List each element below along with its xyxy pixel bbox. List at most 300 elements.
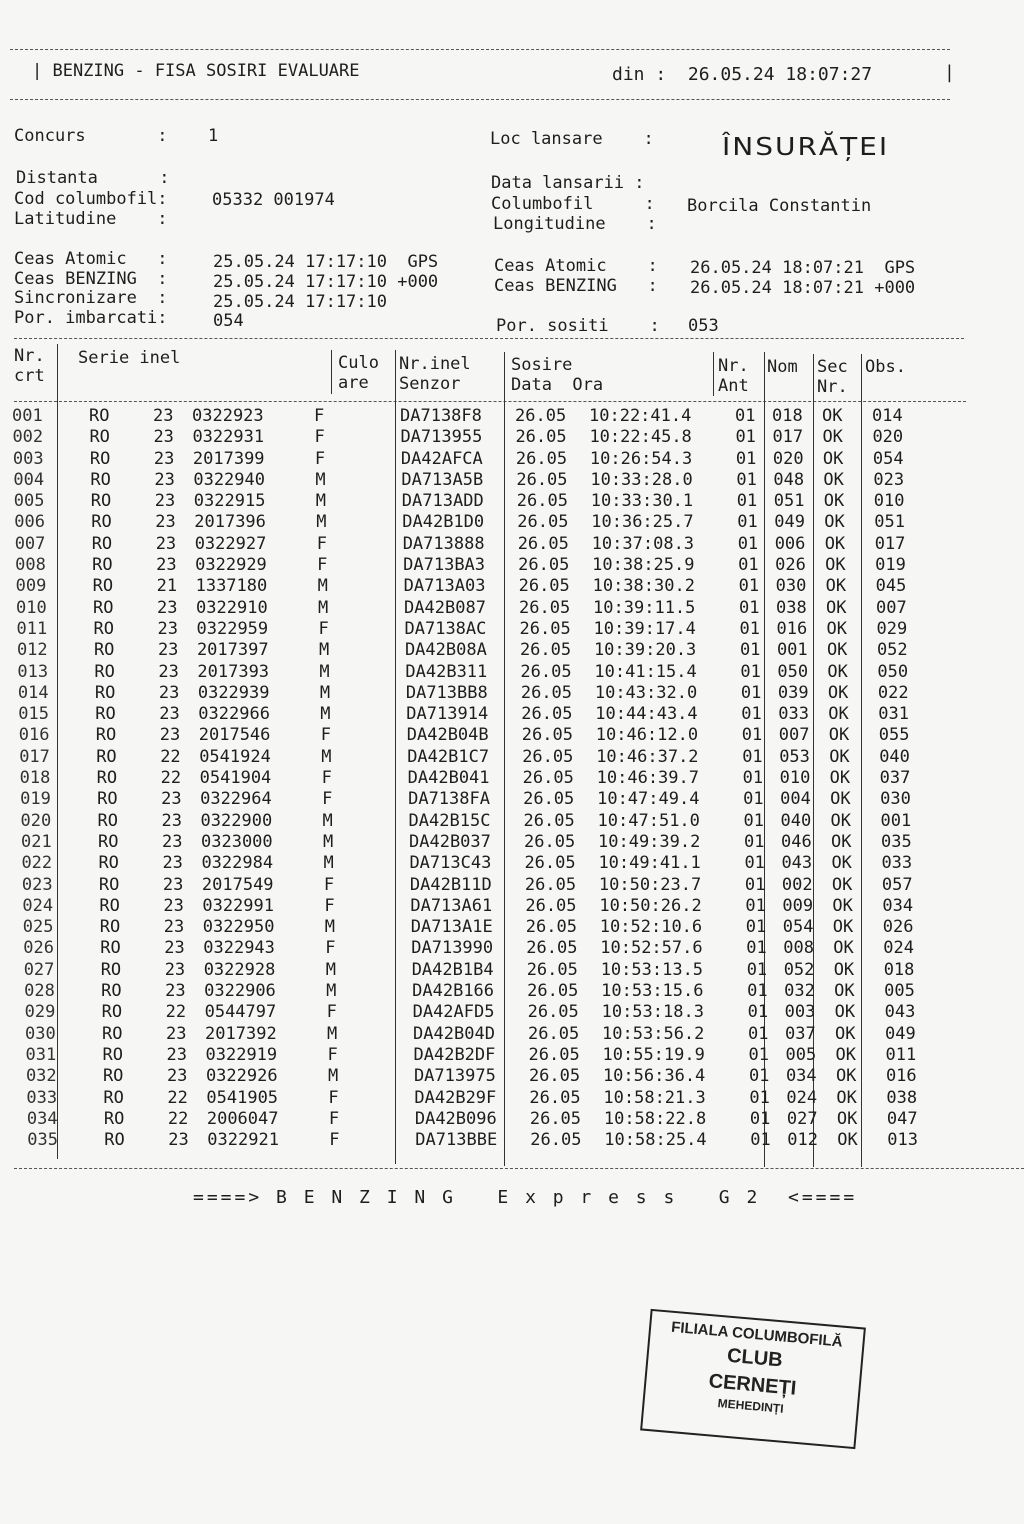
row-date: 26.05 xyxy=(519,597,571,618)
row-sec: OK xyxy=(823,469,844,490)
col-sosire: Sosire Data Ora xyxy=(511,355,604,395)
row-year: 22 xyxy=(167,1108,189,1129)
row-sex: M xyxy=(324,917,336,938)
row-nom: 017 xyxy=(772,427,804,448)
row-date: 26.05 xyxy=(527,1002,579,1023)
row-antenna: 01 xyxy=(744,874,766,895)
row-sex: M xyxy=(322,810,333,831)
row-nom: 043 xyxy=(781,853,813,874)
row-time: 10:58:21.3 xyxy=(603,1087,706,1108)
row-time: 10:47:51.0 xyxy=(597,810,700,831)
row-time: 10:39:20.3 xyxy=(593,640,697,661)
row-nom: 012 xyxy=(787,1130,819,1151)
row-sensor: DA42B08A xyxy=(404,640,487,661)
row-nom: 009 xyxy=(782,895,814,916)
row-obs: 016 xyxy=(885,1066,917,1087)
row-antenna: 01 xyxy=(738,576,760,597)
row-obs: 034 xyxy=(882,895,914,916)
row-sex: M xyxy=(321,746,332,767)
row-obs: 020 xyxy=(872,427,904,448)
report-title: | BENZING - FISA SOSIRI EVALUARE xyxy=(32,61,360,81)
row-nom: 010 xyxy=(779,768,811,789)
row-sensor: DA42B096 xyxy=(414,1108,497,1129)
row-obs: 018 xyxy=(883,959,915,980)
row-sec: OK xyxy=(830,789,851,810)
row-nr: 019 xyxy=(20,789,51,810)
row-sensor: DA713A1E xyxy=(410,917,493,938)
row-year: 23 xyxy=(162,874,184,895)
row-time: 10:53:15.6 xyxy=(601,981,704,1002)
row-country: RO xyxy=(97,789,118,810)
row-ring: 0322921 xyxy=(207,1130,279,1151)
row-nr: 028 xyxy=(24,981,55,1002)
ceas-atomic-arrival-label: Ceas Atomic : xyxy=(494,256,658,276)
row-sec: OK xyxy=(828,704,849,725)
row-sex: M xyxy=(320,704,331,725)
row-country: RO xyxy=(103,1108,125,1129)
row-year: 23 xyxy=(153,406,174,426)
row-obs: 013 xyxy=(887,1130,919,1151)
row-sex: F xyxy=(329,1130,340,1151)
row-sec: OK xyxy=(835,1023,856,1044)
row-ring: 0322923 xyxy=(192,406,264,426)
row-sec: OK xyxy=(834,1002,856,1023)
row-sex: F xyxy=(328,1087,339,1108)
row-antenna: 01 xyxy=(746,959,768,980)
row-sex: F xyxy=(314,448,326,469)
row-sensor: DA713BB8 xyxy=(405,682,488,703)
row-nom: 034 xyxy=(785,1066,817,1087)
sincronizare-value: 25.05.24 17:17:10 xyxy=(213,292,387,312)
row-time: 10:39:17.4 xyxy=(593,618,696,639)
row-date: 26.05 xyxy=(526,959,578,980)
row-time: 10:41:15.4 xyxy=(594,661,697,682)
row-date: 26.05 xyxy=(523,789,575,810)
por-sositi-value: 053 xyxy=(688,316,719,336)
row-year: 23 xyxy=(164,959,186,980)
row-nom: 020 xyxy=(772,448,804,469)
row-nom: 033 xyxy=(778,704,810,725)
table-row xyxy=(22,875,982,896)
row-nr: 026 xyxy=(23,938,54,959)
row-date: 26.05 xyxy=(528,1044,580,1065)
row-year: 22 xyxy=(165,1002,187,1023)
row-year: 23 xyxy=(154,491,176,512)
row-date: 26.05 xyxy=(522,746,574,767)
row-date: 26.05 xyxy=(519,640,572,661)
row-nom: 002 xyxy=(781,874,813,895)
row-date: 26.05 xyxy=(522,768,574,789)
table-row xyxy=(16,598,976,619)
row-country: RO xyxy=(103,1087,124,1108)
row-country: RO xyxy=(102,1066,124,1087)
row-year: 23 xyxy=(156,555,177,576)
row-nom: 053 xyxy=(779,746,810,767)
row-sex: M xyxy=(318,597,329,618)
row-ring: 0322926 xyxy=(205,1066,278,1087)
row-ring: 0322928 xyxy=(203,959,276,980)
header-top-border xyxy=(10,49,950,50)
table-row xyxy=(15,534,975,555)
row-time: 10:58:25.4 xyxy=(604,1130,707,1151)
row-time: 10:43:32.0 xyxy=(594,682,698,703)
row-nr: 033 xyxy=(26,1087,58,1108)
distanta-label: Distanta : xyxy=(16,168,170,188)
row-nr: 023 xyxy=(21,874,53,895)
row-time: 10:37:08.3 xyxy=(591,533,695,554)
row-antenna: 01 xyxy=(740,661,761,682)
row-country: RO xyxy=(102,1044,123,1065)
row-country: RO xyxy=(92,576,114,597)
row-sex: F xyxy=(316,533,327,554)
row-sex: M xyxy=(326,981,337,1002)
data-lansarii-label: Data lansarii : xyxy=(491,173,645,193)
cod-columbofil-value: 05332 001974 xyxy=(212,190,335,210)
table-row xyxy=(23,917,983,938)
table-row xyxy=(19,725,979,746)
row-nr: 016 xyxy=(18,725,50,746)
col-culoare: Culo are xyxy=(338,353,379,393)
por-imbarcati-label: Por. imbarcati: xyxy=(14,308,168,328)
row-nom: 018 xyxy=(772,406,803,426)
row-year: 23 xyxy=(159,725,181,746)
row-time: 10:22:41.4 xyxy=(589,406,692,426)
row-country: RO xyxy=(89,427,110,448)
row-nr: 034 xyxy=(26,1108,58,1129)
ceas-benzing-arrival-label: Ceas BENZING : xyxy=(494,276,658,296)
row-sensor: DA42B2DF xyxy=(413,1044,496,1065)
table-row xyxy=(20,768,980,789)
row-nr: 017 xyxy=(19,746,50,767)
row-nom: 006 xyxy=(774,533,806,554)
row-ring: 0322906 xyxy=(204,981,276,1002)
table-row xyxy=(13,449,973,470)
row-obs: 029 xyxy=(876,618,908,639)
row-sec: OK xyxy=(836,1087,857,1108)
row-time: 10:26:54.3 xyxy=(589,448,693,469)
row-year: 22 xyxy=(160,768,182,789)
row-year: 23 xyxy=(153,448,175,469)
row-sensor: DA7138FA xyxy=(408,789,490,810)
row-year: 23 xyxy=(162,831,183,852)
row-ring: 0541924 xyxy=(199,746,271,767)
row-ring: 0322984 xyxy=(201,853,274,874)
row-time: 10:53:56.2 xyxy=(602,1023,705,1044)
row-nr: 032 xyxy=(25,1066,57,1087)
row-country: RO xyxy=(91,512,112,533)
header-right-bar: | xyxy=(944,62,955,83)
row-year: 23 xyxy=(163,895,184,916)
row-ring: 0323000 xyxy=(201,831,273,852)
row-ring: 0322915 xyxy=(193,491,266,512)
row-nr: 020 xyxy=(20,810,52,831)
row-country: RO xyxy=(94,661,115,682)
row-nom: 007 xyxy=(778,725,810,746)
row-date: 26.05 xyxy=(517,533,569,554)
row-ring: 0544797 xyxy=(204,1002,277,1023)
row-year: 23 xyxy=(161,789,182,810)
loc-lansare-label: Loc lansare : xyxy=(490,129,654,149)
row-sensor: DA713BBE xyxy=(415,1130,498,1151)
row-antenna: 01 xyxy=(742,768,764,789)
row-sex: F xyxy=(317,555,328,576)
row-country: RO xyxy=(93,597,114,618)
row-time: 10:52:10.6 xyxy=(599,917,703,938)
row-obs: 035 xyxy=(881,831,912,852)
row-year: 23 xyxy=(168,1130,189,1151)
table-row xyxy=(21,832,981,853)
row-nom: 004 xyxy=(780,789,811,810)
print-date: 26.05.24 18:07:27 xyxy=(687,64,873,85)
row-date: 26.05 xyxy=(515,448,568,469)
row-obs: 038 xyxy=(886,1087,918,1108)
row-sensor: DA713ADD xyxy=(401,491,484,512)
row-country: RO xyxy=(94,682,116,703)
row-sex: M xyxy=(327,1066,339,1087)
row-time: 10:53:13.5 xyxy=(600,959,704,980)
row-country: RO xyxy=(100,959,122,980)
row-country: RO xyxy=(89,448,111,469)
row-antenna: 01 xyxy=(749,1087,770,1108)
row-ring: 2017399 xyxy=(192,448,265,469)
row-time: 10:33:30.1 xyxy=(590,491,694,512)
row-ring: 0322927 xyxy=(194,533,267,554)
table-row xyxy=(23,938,983,959)
row-time: 10:47:49.4 xyxy=(597,789,700,810)
row-sec: OK xyxy=(833,938,854,959)
row-sensor: DA7138F8 xyxy=(400,406,482,426)
row-sex: F xyxy=(325,938,336,959)
row-sensor: DA42B15C xyxy=(408,810,491,831)
row-nom: 046 xyxy=(781,831,812,852)
table-row xyxy=(21,853,981,874)
row-obs: 033 xyxy=(881,853,913,874)
row-nom: 027 xyxy=(786,1108,818,1129)
row-year: 23 xyxy=(157,597,178,618)
row-nr: 025 xyxy=(22,917,54,938)
row-sensor: DA42B04B xyxy=(406,725,489,746)
sincronizare-label: Sincronizare : xyxy=(14,288,168,308)
col-serie-inel: Serie inel xyxy=(78,348,181,368)
row-ring: 2017546 xyxy=(198,725,271,746)
row-ring: 0322939 xyxy=(197,682,270,703)
row-sec: OK xyxy=(833,959,855,980)
club-stamp xyxy=(640,1309,866,1449)
row-nom: 050 xyxy=(777,661,809,682)
table-row xyxy=(26,1045,986,1066)
row-antenna: 01 xyxy=(745,917,767,938)
arrivals-table xyxy=(12,406,972,1151)
row-ring: 2017393 xyxy=(197,661,270,682)
latitudine-label: Latitudine : xyxy=(14,209,168,229)
row-time: 10:44:43.4 xyxy=(595,704,698,725)
row-ring: 0322966 xyxy=(198,704,270,725)
table-row xyxy=(16,576,976,597)
row-ring: 0322959 xyxy=(196,618,269,639)
row-obs: 022 xyxy=(877,682,909,703)
row-sec: OK xyxy=(822,448,844,469)
row-antenna: 01 xyxy=(748,1023,769,1044)
row-antenna: 01 xyxy=(735,448,757,469)
row-ring: 0322931 xyxy=(192,427,265,448)
row-sensor: DA42B1C7 xyxy=(407,746,490,767)
row-sec: OK xyxy=(824,512,845,533)
row-obs: 054 xyxy=(872,448,904,469)
row-nr: 024 xyxy=(22,895,54,916)
row-antenna: 01 xyxy=(735,427,756,448)
row-antenna: 01 xyxy=(747,981,768,1002)
row-country: RO xyxy=(90,469,111,490)
ceas-benzing-label: Ceas BENZING : xyxy=(14,269,168,289)
row-nr: 035 xyxy=(27,1130,59,1151)
row-obs: 023 xyxy=(873,469,905,490)
row-date: 26.05 xyxy=(524,853,576,874)
row-obs: 030 xyxy=(880,789,911,810)
row-year: 23 xyxy=(159,704,180,725)
row-nom: 032 xyxy=(784,981,815,1002)
row-nom: 005 xyxy=(785,1044,817,1065)
row-nom: 037 xyxy=(785,1023,816,1044)
row-sex: F xyxy=(326,1002,337,1023)
row-date: 26.05 xyxy=(515,427,567,448)
table-row xyxy=(15,555,975,576)
row-date: 26.05 xyxy=(517,512,569,533)
row-ring: 1337180 xyxy=(195,576,268,597)
row-date: 26.05 xyxy=(523,810,575,831)
por-sositi-label: Por. sositi : xyxy=(496,316,660,336)
row-sensor: DA42B037 xyxy=(409,831,491,852)
row-year: 22 xyxy=(167,1087,188,1108)
row-sensor: DA42B04D xyxy=(413,1023,495,1044)
row-year: 23 xyxy=(163,917,185,938)
columbofil-label: Columbofil : xyxy=(491,194,655,214)
row-year: 23 xyxy=(166,1066,188,1087)
table-row xyxy=(14,512,974,533)
row-nr: 022 xyxy=(21,853,53,874)
row-sensor: DA42B166 xyxy=(412,981,495,1002)
row-sec: OK xyxy=(826,597,847,618)
row-time: 10:33:28.0 xyxy=(590,469,693,490)
row-country: RO xyxy=(92,555,113,576)
row-date: 26.05 xyxy=(520,661,572,682)
row-country: RO xyxy=(89,406,110,426)
row-sex: M xyxy=(317,576,328,597)
table-row xyxy=(14,491,974,512)
ceas-atomic-arrival-value: 26.05.24 18:07:21 GPS xyxy=(690,258,916,278)
row-antenna: 01 xyxy=(739,640,761,661)
col-sec-nr: Sec Nr. xyxy=(817,357,848,397)
row-obs: 051 xyxy=(874,512,905,533)
row-ring: 0541905 xyxy=(206,1087,279,1108)
row-sex: M xyxy=(327,1023,338,1044)
row-sec: OK xyxy=(829,746,850,767)
row-country: RO xyxy=(95,725,117,746)
row-country: RO xyxy=(98,874,120,895)
row-country: RO xyxy=(90,491,112,512)
row-nom: 054 xyxy=(782,917,814,938)
row-antenna: 01 xyxy=(742,746,763,767)
row-obs: 005 xyxy=(884,981,915,1002)
table-row xyxy=(18,683,978,704)
row-time: 10:58:22.8 xyxy=(603,1108,707,1129)
row-sensor: DA42B11D xyxy=(409,874,492,895)
row-antenna: 01 xyxy=(736,469,757,490)
table-row xyxy=(18,704,978,725)
row-antenna: 01 xyxy=(740,682,762,703)
row-year: 23 xyxy=(162,853,183,874)
table-row xyxy=(12,427,972,448)
row-antenna: 01 xyxy=(745,895,766,916)
row-country: RO xyxy=(99,917,121,938)
row-year: 23 xyxy=(154,469,175,490)
row-antenna: 01 xyxy=(737,533,759,554)
row-nom: 049 xyxy=(774,512,805,533)
row-sec: OK xyxy=(826,640,848,661)
row-nom: 038 xyxy=(776,597,807,618)
row-sec: OK xyxy=(826,618,847,639)
row-date: 26.05 xyxy=(529,1087,581,1108)
row-year: 22 xyxy=(160,746,181,767)
row-sensor: DA713A03 xyxy=(403,576,486,597)
table-header-border xyxy=(14,401,966,402)
row-antenna: 01 xyxy=(737,512,758,533)
row-time: 10:50:26.2 xyxy=(599,895,702,916)
row-year: 23 xyxy=(158,682,180,703)
row-ring: 0322910 xyxy=(196,597,268,618)
table-row xyxy=(24,981,984,1002)
row-date: 26.05 xyxy=(527,981,579,1002)
row-date: 26.05 xyxy=(521,725,573,746)
row-sex: M xyxy=(323,831,334,852)
row-obs: 017 xyxy=(874,533,906,554)
row-ring: 2017549 xyxy=(201,874,274,895)
table-row xyxy=(13,470,973,491)
row-time: 10:46:37.2 xyxy=(596,746,699,767)
print-date-label: din : 26.05.24 18:07:27 xyxy=(612,64,873,85)
row-sec: OK xyxy=(837,1130,858,1151)
row-obs: 045 xyxy=(875,576,907,597)
row-obs: 001 xyxy=(880,810,912,831)
row-sensor: DA42B087 xyxy=(404,597,486,618)
row-nom: 030 xyxy=(775,576,807,597)
stamp-line-2: CLUB xyxy=(726,1344,784,1372)
row-date: 26.05 xyxy=(525,895,577,916)
row-nom: 016 xyxy=(776,618,808,639)
row-nr: 015 xyxy=(18,704,50,725)
row-sensor: DA713990 xyxy=(411,938,494,959)
row-sec: OK xyxy=(823,491,845,512)
row-antenna: 01 xyxy=(736,491,758,512)
row-sex: M xyxy=(318,640,330,661)
row-sec: OK xyxy=(822,427,843,448)
row-sec: OK xyxy=(825,576,847,597)
row-country: RO xyxy=(93,640,115,661)
row-sex: F xyxy=(321,768,332,789)
row-date: 26.05 xyxy=(524,874,577,895)
row-date: 26.05 xyxy=(521,704,573,725)
row-sex: M xyxy=(315,469,326,490)
row-antenna: 01 xyxy=(744,853,765,874)
row-date: 26.05 xyxy=(526,938,578,959)
row-time: 10:36:25.7 xyxy=(591,512,694,533)
row-nr: 027 xyxy=(23,959,55,980)
row-sensor: DA713A61 xyxy=(410,895,493,916)
row-nr: 012 xyxy=(16,640,48,661)
row-antenna: 01 xyxy=(735,406,756,426)
row-sensor: DA713914 xyxy=(406,704,489,725)
row-obs: 052 xyxy=(876,640,908,661)
row-sec: OK xyxy=(832,917,854,938)
